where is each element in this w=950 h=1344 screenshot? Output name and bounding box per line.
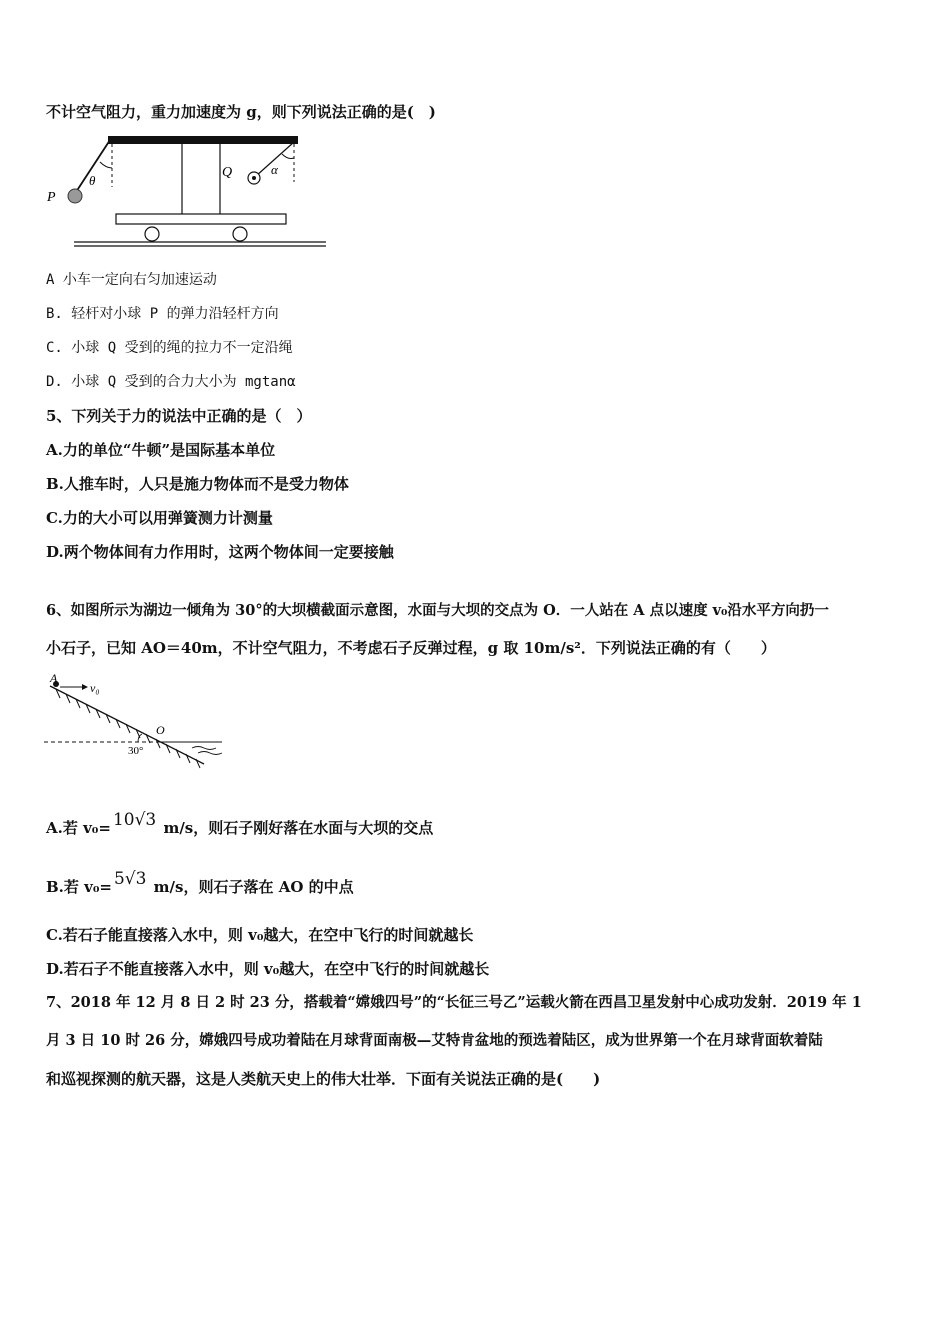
q6-option-a-value: 10√3 [112, 810, 157, 830]
svg-text:30°: 30° [128, 745, 144, 757]
q6-stem-line2: 小石子，已知 AO＝40m，不计空气阻力，不考虑石子反弹过程，g 取 10m/s²．下列说法正确的有（ ） [46, 639, 776, 657]
q5-option-c: C.力的大小可以用弹簧测力计测量 [46, 509, 273, 527]
ball-p [68, 189, 82, 203]
q6-option-c: C.若石子能直接落入水中，则 v₀越大，在空中飞行的时间就越长 [46, 926, 474, 944]
q5-option-d: D.两个物体间有力作用时，这两个物体间一定要接触 [46, 543, 394, 561]
q4-option-a: A 小车一定向右匀加速运动 [46, 272, 217, 288]
cart-platform [116, 214, 286, 224]
q6-option-b: B.若 v₀= 5√3 m/s，则石子落在 AO 的中点 [46, 869, 354, 896]
q5-stem: 5、下列关于力的说法中正确的是（ ） [46, 407, 312, 425]
q4-option-b: B. 轻杆对小球 P 的弹力沿轻杆方向 [46, 306, 279, 322]
svg-text:A: A [50, 672, 58, 685]
svg-text:O: O [156, 723, 165, 737]
q4-option-d: D. 小球 Q 受到的合力大小为 mgtanα [46, 374, 296, 390]
svg-text:θ: θ [89, 173, 96, 188]
dam-slope [50, 686, 204, 764]
wheel-right [233, 227, 247, 241]
q6-option-a: A.若 v₀= 10√3 m/s，则石子刚好落在水面与大坝的交点 [46, 810, 434, 837]
wheel-left [145, 227, 159, 241]
q7-line3: 和巡视探测的航天器，这是人类航天史上的伟大壮举．下面有关说法正确的是( ) [46, 1070, 601, 1088]
svg-text:P: P [47, 190, 56, 205]
q5-option-a: A.力的单位“牛顿”是国际基本单位 [46, 441, 276, 459]
q4-option-c: C. 小球 Q 受到的绳的拉力不一定沿绳 [46, 340, 293, 356]
q6-option-b-value: 5√3 [113, 869, 147, 889]
svg-text:v₀: v₀ [90, 681, 100, 695]
q6-stem-line1: 6、如图所示为湖边一倾角为 30°的大坝横截面示意图，水面与大坝的交点为 O．一人站在 A 点以速度 v₀沿水平方向扔一 [46, 602, 829, 619]
svg-text:Q: Q [222, 165, 233, 180]
q6-option-d: D.若石子不能直接落入水中，则 v₀越大，在空中飞行的时间就越长 [46, 960, 490, 978]
svg-text:α: α [271, 162, 278, 177]
dam-figure [42, 672, 237, 772]
top-bar [108, 136, 298, 144]
q5-option-b: B.人推车时，人只是施力物体而不是受力物体 [46, 475, 349, 493]
q4-stem: 不计空气阻力，重力加速度为 g，则下列说法正确的是( ) [46, 103, 436, 121]
q7-line2: 月 3 日 10 时 26 分，嫦娥四号成功着陆在月球背面南极—艾特肯盆地的预选着陆区，成为世界第一个在月球背面软着陆 [46, 1032, 823, 1049]
cart-figure [44, 132, 329, 252]
q7-line1: 7、2018 年 12 月 8 日 2 时 23 分，搭载着“嫦娥四号”的“长征三号乙”运载火箭在西昌卫星发射中心成功发射．2019 年 1 [46, 994, 862, 1011]
